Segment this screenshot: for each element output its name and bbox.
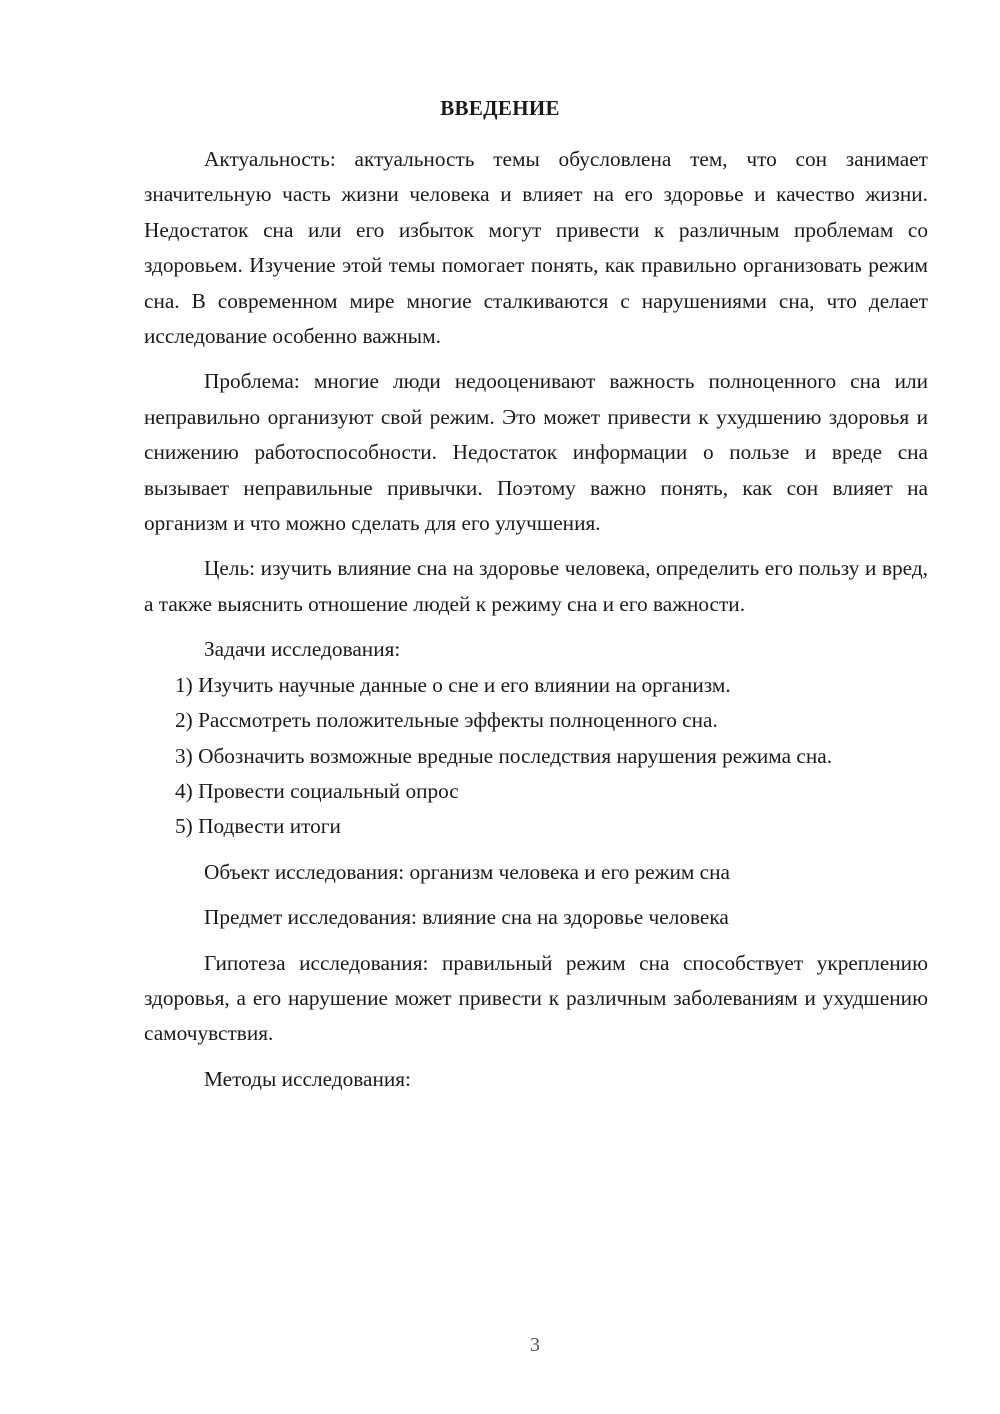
section-title: ВВЕДЕНИЕ — [440, 96, 560, 120]
paragraph-object: Объект исследования: организм человека и его режим сна — [204, 859, 730, 884]
task-item: 3) Обозначить возможные вредные последствия нарушения режима сна. — [175, 743, 833, 768]
task-item: 1) Изучить научные данные о сне и его влиянии на организм. — [175, 672, 731, 697]
paragraph-goal: Цель: изучить влияние сна на здоровье человека, определить его пользу и вред, а также выяснить отношение людей к режиму сна и его важности. — [144, 556, 928, 616]
task-item: 4) Провести социальный опрос — [175, 778, 459, 803]
task-item: 2) Рассмотреть положительные эффекты полноценного сна. — [175, 708, 718, 733]
body-text — [144, 142, 928, 1097]
paragraph-problem: Проблема: многие люди недооценивают важность полноценного сна или неправильно организуют свой режим. Это может привести к ухудшению здоровья и снижению работоспособности. Недостаток информации о пользе и вреде сна вызывает неправильные привычки. Поэтому важно понять, как сон влияет на организм и что можно сделать для его улучшения. — [144, 369, 928, 536]
methods-heading: Методы исследования: — [204, 1066, 411, 1091]
task-item: 5) Подвести итоги — [175, 814, 341, 839]
paragraph-relevance: Актуальность: актуальность темы обусловлена тем, что сон занимает значительную часть жизни человека и влияет на его здоровье и качество жизни. Недостаток сна или его избыток могут привести к различным проблемам со здоровьем. Изучение этой темы помогает понять, как правильно организовать режим сна. В современном мире многие сталкиваются с нарушениями сна, что делает исследование особенно важным. — [144, 147, 928, 349]
paragraph-hypothesis: Гипотеза исследования: правильный режим сна способствует укреплению здоровья, а его нарушение может привести к различным заболеваниям и ухудшению самочувствия. — [144, 950, 928, 1046]
paragraph-subject: Предмет исследования: влияние сна на здоровье человека — [204, 905, 729, 930]
page-number: 3 — [530, 1334, 540, 1356]
tasks-heading: Задачи исследования: — [204, 637, 401, 662]
